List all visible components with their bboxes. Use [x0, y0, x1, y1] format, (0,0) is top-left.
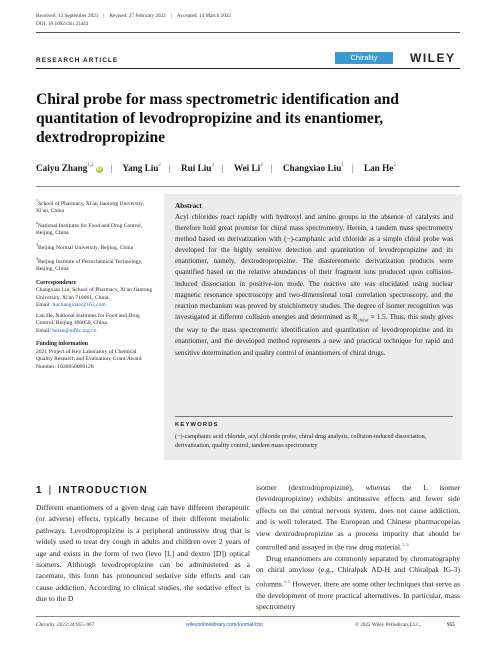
title-divider: [36, 68, 460, 69]
affiliations-column: [36, 197, 154, 371]
funding-text: 2021 Project of Key Laboratory of Chemical Quality Research and Evaluation, Grant/Award Number: 1030050090128: [36, 348, 142, 370]
author[interactable]: Yang Liu$^2$: [122, 163, 161, 173]
author[interactable]: Rui Liu$^3$: [181, 163, 214, 173]
footer-citation: Chirality. 2022;34:955–967.: [36, 622, 96, 628]
received-date: Received: 13 September 2021: [36, 13, 99, 19]
header-divider: [36, 32, 460, 33]
doi[interactable]: DOI: 10.1002/chir.23443: [36, 21, 89, 27]
article-title: Chiral probe for mass spectrometric identification and quantitation of levodropropizine and its enantiomer, dextrodropropizine: [36, 91, 399, 146]
correspondence-2: Lan He, National Institutes for Food and Drug Control, Beijing 100050, China. Email: helan@nifdc.org.cn: [36, 312, 140, 334]
paragraph: Drug enantiomers are commonly separated by chromatography on chiral amylose (e.g., Chiralpak AD-H and Chiralpak IG-3) columns.$^{3-5}$ However, there are some other techniques that serve as the development of more practical alternatives. In particular, mass spectrometry: [256, 553, 460, 612]
body-column-2: [256, 482, 460, 613]
page-number: 955: [447, 622, 455, 628]
email-link[interactable]: liuchangxiao@163.com: [52, 302, 106, 309]
publisher-logo: WILEY: [410, 51, 456, 65]
journal-badge: Chirality: [335, 52, 393, 64]
accepted-date: Accepted: 14 March 2022: [176, 13, 231, 19]
keywords-text: (−)-camphanic acid chloride, acyl chloride probe, chiral drug analysis, collision-induced dissociation, derivatization, quality control, tandem mass spectrometry: [175, 433, 427, 449]
author[interactable]: Lan He$^2$: [363, 163, 396, 173]
author[interactable]: Caiyu Zhang$^{1,2}$: [36, 163, 94, 173]
author[interactable]: Changxiao Liu$^1$: [282, 163, 344, 173]
affiliation: $^3$Beijing Normal University, Beijing, China: [36, 241, 134, 251]
keywords-heading: KEYWORDS: [175, 422, 219, 428]
affiliation: $^4$Beijing Institute of Petrochemical Technology, Beijing, China: [36, 256, 143, 273]
affiliation: $^1$School of Pharmacy, Xi'an Jiaotong University, Xi'an, China: [36, 198, 145, 215]
author[interactable]: Wei Li$^4$: [233, 163, 263, 173]
author-list: Caiyu Zhang$^{1,2}$iD | Yang Liu$^2$ | Rui Liu$^3$ | Wei Li$^4$ | Changxiao Liu$^1$ | Lan He$^2$: [36, 163, 396, 173]
correspondence-heading: Correspondence: [36, 279, 77, 286]
paragraph: isomer (dextrodropropizine), whereas the L isomer (levodropropizine) exhibits antitussive effects and fewer side effects on the central nervous system, does not cause addiction, and is well tolerated. The European and Chinese pharmacopeias view dextrodropropizine as a process impurity that should be controlled and assayed in the raw drug material.$^{1-3}$: [256, 483, 460, 552]
dates-line: Received: 13 September 2021 | Revised: 27 February 2022 | Accepted: 14 March 2022: [36, 13, 231, 19]
footer-divider: [36, 616, 460, 617]
orcid-icon[interactable]: iD: [96, 166, 102, 172]
abstract-heading: Abstract: [175, 202, 202, 210]
citation-link[interactable]: 3–5: [283, 578, 291, 584]
footer-url[interactable]: wileyonlinelibrary.com/journal/chir: [186, 622, 264, 628]
abstract-text: Acyl chlorides react rapidly with hydroxyl and amino groups in the absence of catalysts and therefore hold great promise for chiral mass spectrometry. Herein, a tandem mass spectrometry method based on derivatization with (−)-camphanic acid chloride as a simple chiral probe was developed for the highly sensitive detection and quantitation of levodropropizine and its enantiomer, namely, dextrodropropizine. The diastereomeric derivatization products were quantified based on the relative abundances of their fragment ions produced upon collision-induced dissociation in positive-ion mode. The reactive site was elucidated using nuclear magnetic resonance spectroscopy and two-dimensional total correlation spectroscopy, and the reaction mechanism was proved by stoichiometry studies. The degree of isomer recognition was investigated at different collision energies and determined as $R_{chiral} \approx 1.5$. Thus, this study gives the way to the mass spectrometric identification and quantitation of levodropropizine and its enantiomer, and the developed method represents a new and practical technique for rapid and sensitive determination and quality control of enantiomers of chiral drugs.: [175, 213, 453, 357]
keywords-divider: [175, 416, 453, 417]
citation-link[interactable]: 1–3: [401, 542, 409, 548]
email-link[interactable]: helan@nifdc.org.cn: [52, 327, 97, 334]
body-column-1: [36, 502, 250, 605]
authors-divider: [36, 186, 460, 187]
article-type: RESEARCH ARTICLE: [36, 57, 119, 64]
revised-date: Revised: 27 February 2022: [109, 13, 166, 19]
funding-heading: Funding information: [36, 341, 89, 348]
affiliation: $^2$National Institutes for Food and Drug Control, Beijing, China: [36, 219, 143, 237]
correspondence-1: Changxiao Liu, School of Pharmacy, Xi'an Jiaotong University, Xi'an 710061, China. Email: liuchangxiao@163.com: [36, 287, 153, 309]
section-heading: 1 | INTRODUCTION: [36, 485, 148, 496]
paragraph: Different enantiomers of a given drug can have different therapeutic (or adverse) effects, typically because of their different metabolic pathways. Levodropropizine is a peripheral antitussive drug that is widely used to treat dry cough in adults and children over 2 years of age and exists in the form of two (levo [L] and dextro [D]) optical isomers. Although levodropropizine can be administered as a racemate, this form has pronounced sedative side effects and can cause addiction. According to clinical studies, the sedative effect is due to the D: [36, 503, 250, 604]
footer-copyright: © 2022 Wiley Periodicals LLC.: [355, 622, 422, 628]
